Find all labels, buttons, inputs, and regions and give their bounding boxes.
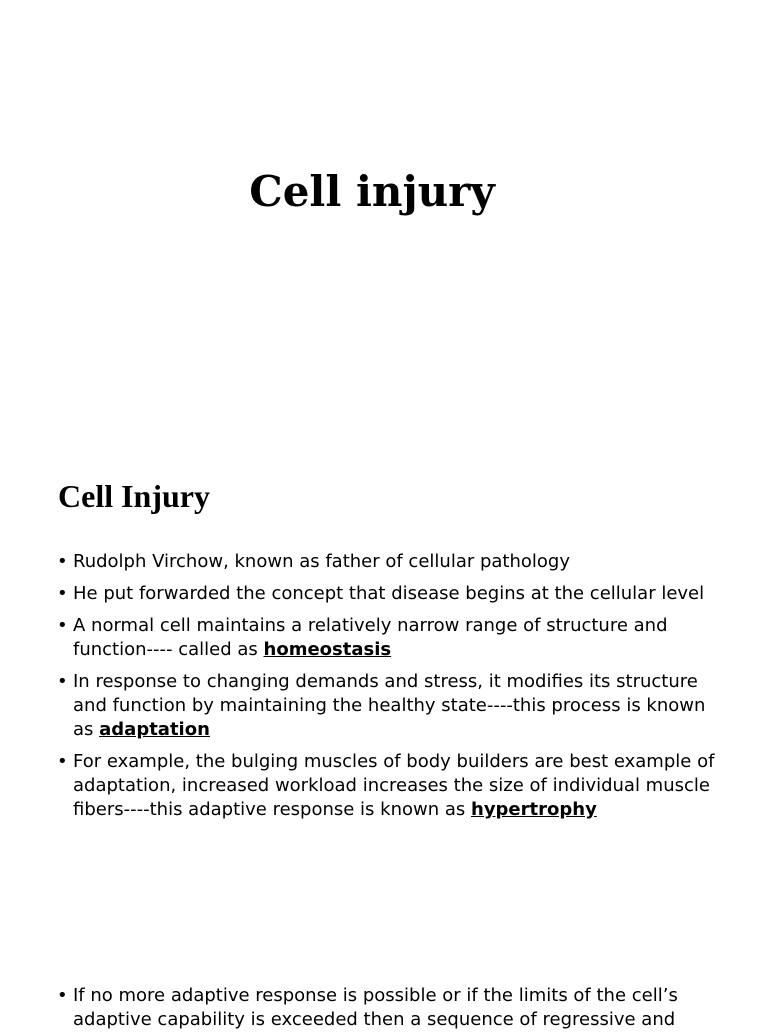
bullet-text: For example, the bulging muscles of body builders are best example of adaptation, increased workload increases the size of individual muscle fibers----this adaptive response is known as bbox=[73, 751, 715, 820]
bullet-text: He put forwarded the concept that disease begins at the cellular level bbox=[73, 583, 705, 604]
bullet-item-hypertrophy bbox=[57, 750, 717, 822]
bullet-list-continued bbox=[57, 984, 717, 1032]
bullet-list bbox=[57, 550, 717, 830]
section-title: Cell Injury bbox=[58, 478, 210, 514]
slide-cell-injury-content bbox=[0, 440, 768, 1030]
bullet-text: In response to changing demands and stress, it modifies its structure and function by maintaining the healthy state----this process is known as bbox=[73, 671, 706, 740]
term-hypertrophy: hypertrophy bbox=[471, 799, 597, 820]
page-title: Cell injury bbox=[249, 167, 495, 216]
bullet-item-homeostasis bbox=[57, 614, 717, 662]
bullet-text: A normal cell maintains a relatively narrow range of structure and function---- called as bbox=[73, 615, 668, 660]
bullet-item-cellular-level bbox=[57, 582, 717, 606]
slide-cell-injury-title bbox=[0, 0, 768, 440]
term-homeostasis: homeostasis bbox=[263, 639, 392, 660]
bullet-item-regressive bbox=[57, 984, 717, 1032]
bullet-text: Rudolph Virchow, known as father of cellular pathology bbox=[73, 551, 570, 572]
bullet-item-virchow bbox=[57, 550, 717, 574]
bullet-item-adaptation bbox=[57, 670, 717, 742]
term-adaptation: adaptation bbox=[99, 719, 210, 740]
bullet-text: If no more adaptive response is possible or if the limits of the cell’s adaptive capability is exceeded then a sequence of regressive and bbox=[73, 985, 678, 1030]
